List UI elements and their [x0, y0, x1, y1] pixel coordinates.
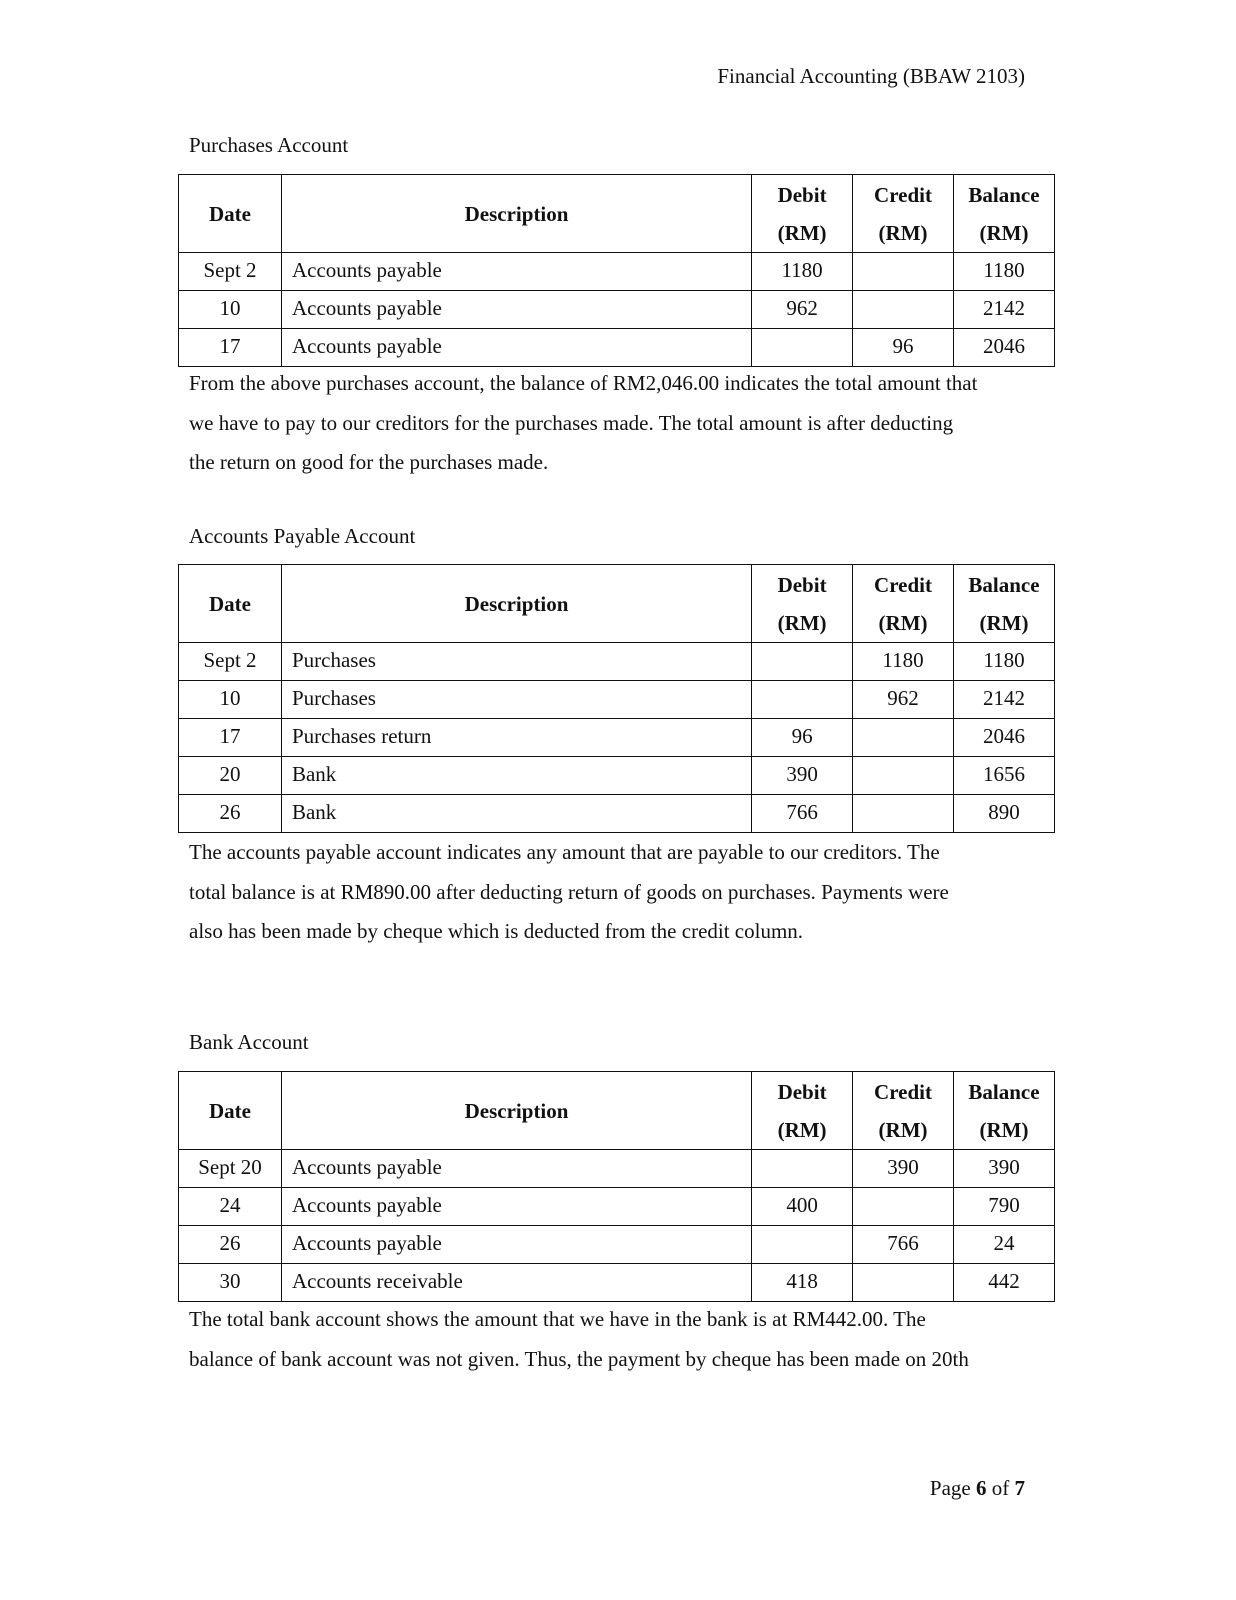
credit-cell: 1180 [853, 643, 954, 681]
table-row [179, 253, 1055, 291]
balance-cell: 1180 [954, 253, 1055, 291]
table-row [179, 681, 1055, 719]
bank-explanation [189, 1300, 1059, 1379]
table-row [179, 1226, 1055, 1264]
table-row [179, 719, 1055, 757]
debit-cell [752, 1150, 853, 1188]
debit-cell: 400 [752, 1188, 853, 1226]
date-column-header: Date [179, 565, 282, 643]
date-cell: Sept 20 [179, 1150, 282, 1188]
ledger-header-row [179, 1072, 1055, 1150]
debit-cell [752, 1226, 853, 1264]
of-label: of [991, 1476, 1010, 1500]
date-cell: 20 [179, 757, 282, 795]
description-cell: Accounts payable [281, 329, 751, 367]
credit-cell: 390 [853, 1150, 954, 1188]
debit-column-header: Debit (RM) [752, 175, 853, 253]
accounts-payable-explanation [189, 833, 1059, 952]
debit-cell [752, 643, 853, 681]
debit-cell [752, 329, 853, 367]
credit-cell [853, 795, 954, 833]
date-cell: 17 [179, 329, 282, 367]
paragraph-line: From the above purchases account, the balance of RM2,046.00 indicates the total amount that [189, 371, 978, 395]
credit-cell: 766 [853, 1226, 954, 1264]
description-cell: Accounts receivable [281, 1264, 751, 1302]
description-column-header: Description [281, 565, 751, 643]
balance-column-header: Balance (RM) [954, 175, 1055, 253]
bank-ledger-table [178, 1071, 1055, 1302]
description-cell: Purchases [281, 681, 751, 719]
date-cell: 10 [179, 291, 282, 329]
debit-cell: 390 [752, 757, 853, 795]
date-column-header: Date [179, 1072, 282, 1150]
date-column-header: Date [179, 175, 282, 253]
table-row [179, 329, 1055, 367]
table-row [179, 643, 1055, 681]
description-column-header: Description [281, 175, 751, 253]
bank-account-title: Bank Account [189, 1030, 309, 1054]
credit-cell [853, 1188, 954, 1226]
description-cell: Accounts payable [281, 1188, 751, 1226]
running-header: Financial Accounting (BBAW 2103) [717, 64, 1025, 88]
date-cell: 24 [179, 1188, 282, 1226]
credit-cell [853, 291, 954, 329]
date-cell: 26 [179, 795, 282, 833]
balance-cell: 1180 [954, 643, 1055, 681]
credit-column-header: Credit (RM) [853, 565, 954, 643]
page-label: Page [929, 1476, 971, 1500]
debit-cell: 766 [752, 795, 853, 833]
purchases-explanation [189, 364, 1059, 483]
purchases-ledger-table [178, 174, 1055, 367]
description-cell: Accounts payable [281, 253, 751, 291]
paragraph-line: balance of bank account was not given. Thus, the payment by cheque has been made on 20th [189, 1346, 969, 1371]
balance-column-header: Balance (RM) [954, 1072, 1055, 1150]
date-cell: 10 [179, 681, 282, 719]
credit-cell [853, 757, 954, 795]
table-row [179, 795, 1055, 833]
page-number: 6 [976, 1476, 987, 1500]
balance-cell: 2046 [954, 329, 1055, 367]
date-cell: Sept 2 [179, 643, 282, 681]
page-footer [930, 1476, 1025, 1501]
date-cell: 17 [179, 719, 282, 757]
balance-cell: 2142 [954, 291, 1055, 329]
credit-cell [853, 1264, 954, 1302]
balance-cell: 1656 [954, 757, 1055, 795]
paragraph-line: the return on good for the purchases made. [189, 450, 549, 474]
paragraph-line: The accounts payable account indicates any amount that are payable to our creditors. The [189, 840, 940, 864]
credit-column-header: Credit (RM) [853, 1072, 954, 1150]
description-cell: Accounts payable [281, 1226, 751, 1264]
debit-column-header: Debit (RM) [752, 565, 853, 643]
description-cell: Purchases [281, 643, 751, 681]
ledger-header-row [179, 565, 1055, 643]
balance-cell: 390 [954, 1150, 1055, 1188]
table-row [179, 1150, 1055, 1188]
paragraph-line: we have to pay to our creditors for the purchases made. The total amount is after deducting [189, 410, 954, 435]
balance-cell: 2046 [954, 719, 1055, 757]
balance-column-header: Balance (RM) [954, 565, 1055, 643]
credit-cell [853, 253, 954, 291]
table-row [179, 757, 1055, 795]
date-cell: 30 [179, 1264, 282, 1302]
table-row [179, 1264, 1055, 1302]
description-cell: Purchases return [281, 719, 751, 757]
credit-column-header: Credit (RM) [853, 175, 954, 253]
accounts-payable-ledger-table [178, 564, 1055, 833]
debit-cell [752, 681, 853, 719]
purchases-account-title: Purchases Account [189, 133, 349, 157]
debit-cell: 96 [752, 719, 853, 757]
balance-cell: 442 [954, 1264, 1055, 1302]
credit-cell: 962 [853, 681, 954, 719]
table-row [179, 1188, 1055, 1226]
paragraph-line: total balance is at RM890.00 after deducting return of goods on purchases. Payments were [189, 879, 949, 904]
description-cell: Accounts payable [281, 1150, 751, 1188]
date-cell: Sept 2 [179, 253, 282, 291]
credit-cell: 96 [853, 329, 954, 367]
date-cell: 26 [179, 1226, 282, 1264]
balance-cell: 790 [954, 1188, 1055, 1226]
description-cell: Bank [281, 757, 751, 795]
description-column-header: Description [281, 1072, 751, 1150]
debit-cell: 418 [752, 1264, 853, 1302]
credit-cell [853, 719, 954, 757]
paragraph-line: also has been made by cheque which is deducted from the credit column. [189, 919, 804, 943]
balance-cell: 24 [954, 1226, 1055, 1264]
page-total: 7 [1014, 1476, 1025, 1500]
description-cell: Accounts payable [281, 291, 751, 329]
paragraph-line: The total bank account shows the amount that we have in the bank is at RM442.00. The [189, 1307, 926, 1331]
accounts-payable-title: Accounts Payable Account [189, 524, 416, 548]
debit-cell: 1180 [752, 253, 853, 291]
description-cell: Bank [281, 795, 751, 833]
debit-column-header: Debit (RM) [752, 1072, 853, 1150]
ledger-header-row [179, 175, 1055, 253]
debit-cell: 962 [752, 291, 853, 329]
balance-cell: 890 [954, 795, 1055, 833]
balance-cell: 2142 [954, 681, 1055, 719]
table-row [179, 291, 1055, 329]
